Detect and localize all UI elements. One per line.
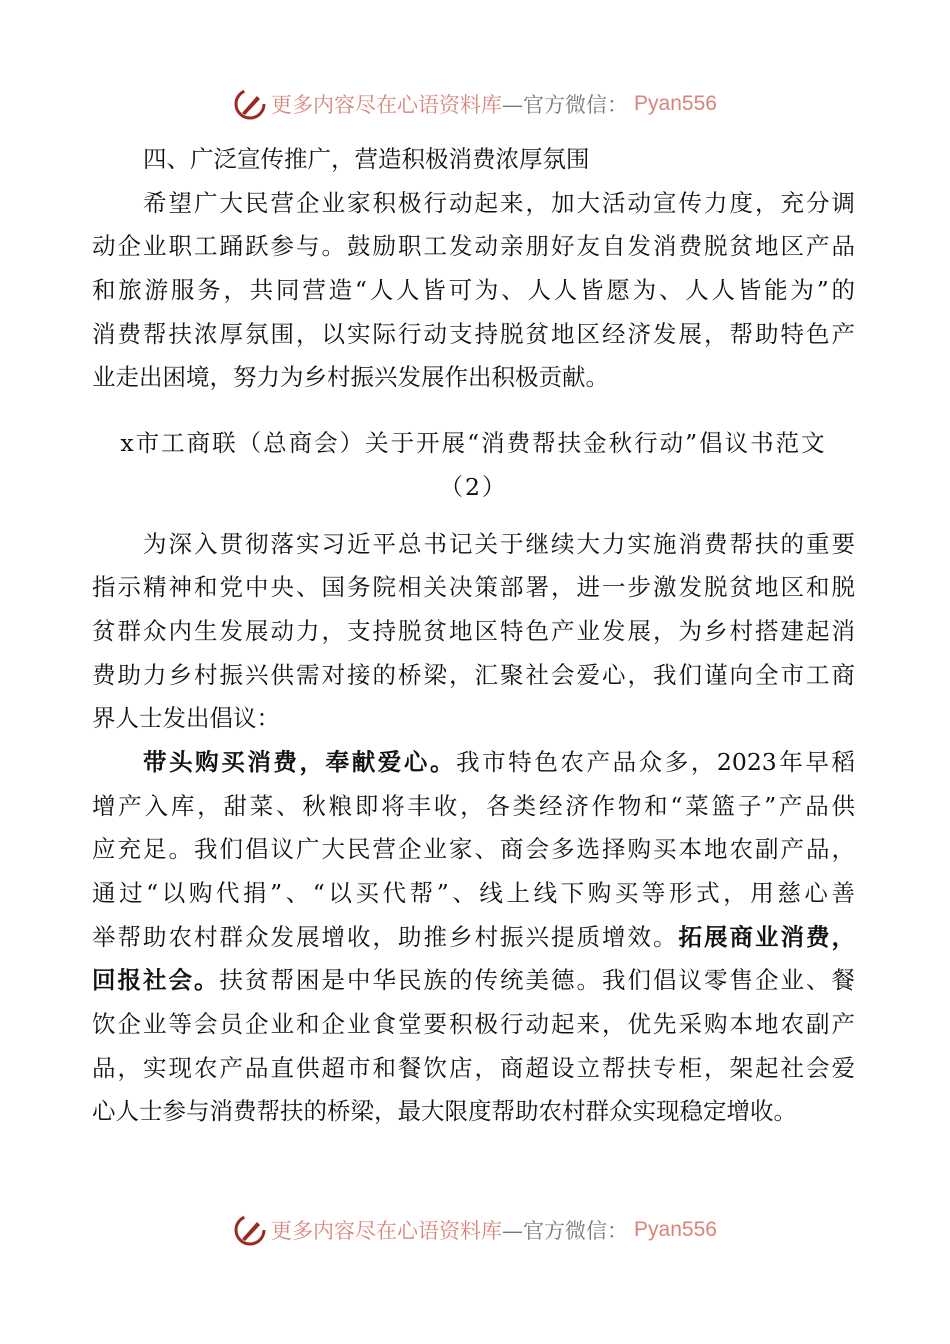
text-line	[92, 1090, 855, 1134]
watermark-footer	[0, 1210, 950, 1250]
text-line	[92, 566, 855, 610]
text-line	[92, 138, 855, 182]
text-line	[92, 225, 855, 269]
text-segment: 费助力乡村振兴供需对接的桥梁，汇聚社会爱心，我们谨向全市工商	[92, 660, 855, 689]
text-line	[92, 654, 855, 698]
text-segment: 界人士发出倡议：	[92, 704, 280, 733]
text-line	[92, 466, 855, 510]
text-line	[92, 182, 855, 226]
text-line	[92, 269, 855, 313]
bold-lead-text: 回报社会。	[92, 966, 220, 995]
text-segment: 四、广泛宣传推广，营造积极消费浓厚氛围	[143, 145, 590, 173]
text-segment: 增产入库，甜菜、秋粮即将丰收，各类经济作物和“菜篮子”产品供	[92, 791, 855, 820]
text-segment: 指示精神和党中央、国务院相关决策部署，进一步激发脱贫地区和脱	[92, 573, 855, 602]
text-segment: 通过“以购代捐”、“以买代帮”、线上线下购买等形式，用慈心善	[92, 879, 855, 907]
watermark-id: Pyan556	[634, 92, 717, 115]
text-line	[92, 422, 855, 466]
text-segment: 业走出困境，努力为乡村振兴发展作出积极贡献。	[92, 363, 609, 392]
watermark-main: 更多内容尽在心语资料库	[271, 93, 503, 117]
text-segment: 为深入贯彻落实习近平总书记关于继续大力实施消费帮扶的重要	[143, 529, 855, 558]
watermark-id: Pyan556	[634, 1218, 717, 1241]
text-line	[92, 741, 855, 785]
text-line	[92, 916, 855, 960]
document-body	[92, 138, 855, 1134]
text-line	[92, 523, 855, 567]
text-line	[92, 785, 855, 829]
text-segment: 消费帮扶浓厚氛围，以实际行动支持脱贫地区经济发展，帮助特色产	[92, 319, 855, 348]
text-segment: 心人士参与消费帮扶的桥梁，最大限度帮助农村群众实现稳定增收。	[92, 1097, 797, 1126]
text-segment: 举帮助农村群众发展增收，助推乡村振兴提质增效。	[92, 922, 679, 951]
text-segment: 和旅游服务，共同营造“人人皆可为、人人皆愿为、人人皆能为”的	[92, 276, 855, 305]
text-line	[92, 697, 855, 741]
watermark-dash: —官方微信：	[502, 1219, 629, 1243]
text-segment: （2）	[439, 472, 508, 501]
text-segment: 贫群众内生发展动力，支持脱贫地区特色产业发展，为乡村搭建起消	[92, 616, 855, 645]
text-line	[92, 610, 855, 654]
text-line	[92, 959, 855, 1003]
paragraph	[92, 182, 855, 400]
watermark-main: 更多内容尽在心语资料库	[271, 1219, 503, 1243]
text-segment: 应充足。我们倡议广大民营企业家、商会多选择购买本地农副产品，	[92, 835, 855, 864]
bold-lead-text: 带头购买消费，奉献爱心。	[143, 747, 457, 776]
pen-logo-icon	[233, 87, 267, 121]
text-segment: 品，实现农产品直供超市和餐饮店，商超设立帮扶专柜，架起社会爱	[92, 1053, 855, 1082]
text-segment: 扶贫帮困是中华民族的传统美德。我们倡议零售企业、餐	[219, 966, 855, 995]
text-segment: 我市特色农产品众多，2023年早稻	[456, 747, 856, 776]
paragraph	[92, 138, 855, 182]
watermark-header	[0, 84, 950, 124]
text-segment: 动企业职工踊跃参与。鼓励职工发动亲朋好友自发消费脱贫地区产品	[92, 232, 855, 261]
text-line	[92, 1047, 855, 1091]
text-line	[92, 872, 855, 916]
paragraph	[92, 741, 855, 1134]
watermark-dash: —官方微信：	[502, 93, 629, 117]
text-segment: 饮企业等会员企业和企业食堂要积极行动起来，优先采购本地农副产	[92, 1010, 855, 1039]
bold-lead-text: 拓展商业消费，	[678, 922, 855, 951]
text-line	[92, 1003, 855, 1047]
text-segment: x市工商联（总商会）关于开展“消费帮扶金秋行动”倡议书范文	[120, 429, 827, 458]
paragraph	[92, 523, 855, 741]
pen-logo-icon	[233, 1213, 267, 1247]
text-line	[92, 313, 855, 357]
text-segment: 希望广大民营企业家积极行动起来，加大活动宣传力度，充分调	[143, 188, 855, 217]
text-line	[92, 356, 855, 400]
document-title	[92, 422, 855, 509]
text-line	[92, 828, 855, 872]
